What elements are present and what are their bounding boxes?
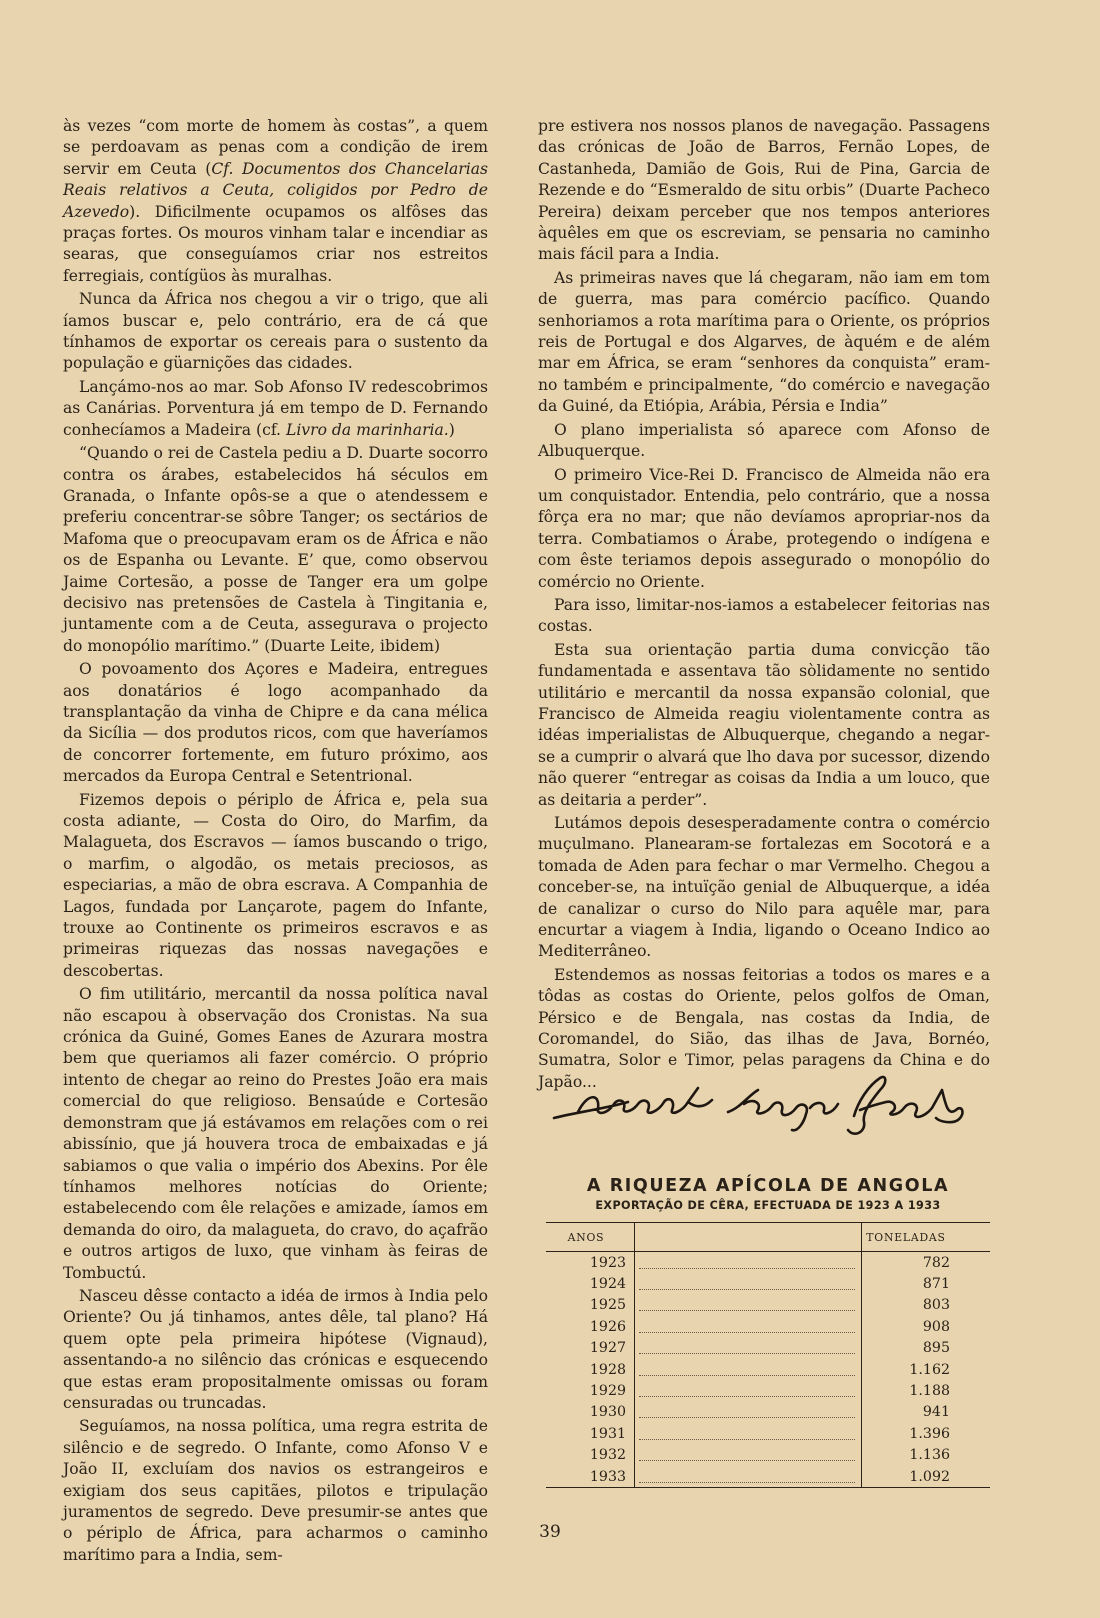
- header-blank: [635, 1223, 862, 1252]
- dot-leader-cell: [635, 1380, 862, 1401]
- year-cell: 1923: [546, 1252, 635, 1274]
- tons-cell: 895: [922, 1340, 950, 1357]
- table-title: A RIQUEZA APÍCOLA DE ANGOLA: [586, 1176, 950, 1196]
- page-number: 39: [539, 1522, 561, 1542]
- dot-leader-cell: [635, 1423, 862, 1444]
- left-column-paragraph: Nasceu dêsse contacto a idéa de irmos à India pelo Oriente? Ou já tinhamos, antes dêle, tal plano? Há quem opte pela primeira hipótese (Vignaud), assentando-a no silêncio das crónicas e esquecendo que estas eram propositalmente omissas ou foram censuradas ou truncadas.: [63, 1286, 488, 1412]
- table-row: [546, 1423, 990, 1444]
- left-column-paragraph: O fim utilitário, mercantil da nossa política naval não escapou à observação dos Cronistas. Na sua crónica da Guiné, Gomes Eanes de Azurara mostra bem que queriamos ali fazer comércio. O próprio intento de chegar ao reino do Prestes João era mais comercial do que religioso. Bensaúde e Cortesão demonstram que já estávamos em relações com o rei abissínio, que já houvera troca de embaixadas e já sabiamos o que valia o império dos Abexins. Por êle tínhamos melhores notícias do Oriente; estabelecendo com êle relações e amizade, íamos em demanda do oiro, da malagueta, do cravo, do açafrão e outros artigos de luxo, que vinham às feiras de Tombuctú.: [63, 985, 488, 1282]
- right-column-paragraph: Para isso, limitar-nos-iamos a estabelecer feitorias nas costas.: [538, 595, 990, 636]
- year-cell: 1925: [546, 1295, 635, 1316]
- left-column-paragraph: Fizemos depois o périplo de África e, pela sua costa adiante, — Costa do Oiro, do Marfim, da Malagueta, dos Escravos — íamos buscando o trigo, o marfim, o algodão, os metais preciosos, as especiarias, a mão de obra escrava. A Companhia de Lagos, fundada por Lançarote, pagem do Infante, trouxe ao Continente os primeiros escravos e as primeiras riquezas das nossas navegações e descobertas.: [63, 790, 488, 980]
- handwritten-signature: [548, 1072, 988, 1150]
- right-column-paragraph: O plano imperialista só aparece com Afonso de Albuquerque.: [538, 420, 990, 461]
- year-cell: 1932: [546, 1445, 635, 1466]
- tons-cell: 941: [922, 1404, 950, 1421]
- year-cell: 1933: [546, 1466, 635, 1488]
- header-years: ANOS: [546, 1223, 635, 1252]
- right-text-column: [538, 116, 990, 1095]
- right-column-paragraph: pre estivera nos nossos planos de navegação. Passagens das crónicas de João de Barros, Fernão Lopes, de Castanheda, Damião de Gois, Rui de Pina, Garcia de Rezende e do “Esmeraldo de situ orbis” (Duarte Pacheco Pereira) deixam perceber que nos tempos anteriores àquêles em que os escreviam, se pensaria no caminho mais fácil para a India.: [538, 117, 990, 264]
- wax-export-table: [546, 1222, 990, 1488]
- tons-cell: 871: [922, 1276, 950, 1293]
- left-column-paragraph: “Quando o rei de Castela pediu a D. Duarte socorro contra os árabes, estabelecidos há séculos em Granada, o Infante opôs-se a que o atendessem e preferiu concentrar-se sôbre Tanger; os sectários de Mafoma que o preocupavam eram os de África e não os de Espanha ou Levante. E’ que, como observou Jaime Cortesão, a posse de Tanger era um golpe decisivo nas pretensões de Castela à Tingitania e, juntamente com a de Ceuta, assegurava o projecto do monopólio marítimo.” (Duarte Leite, ibidem): [63, 444, 488, 655]
- left-column-paragraph: Nunca da África nos chegou a vir o trigo, que ali íamos buscar e, pelo contrário, era de cá que tínhamos de exportar os cereais para o sustento da população e güarnições das cidades.: [63, 290, 488, 373]
- table-header-row: [546, 1223, 990, 1252]
- dot-leader-cell: [635, 1295, 862, 1316]
- year-cell: 1929: [546, 1380, 635, 1401]
- right-column-paragraph: Estendemos as nossas feitorias a todos os mares e a tôdas as costas do Oriente, pelos golfos de Oman, Pérsico e de Bengala, nas costas da India, de Coromandel, do Sião, das ilhas de Java, Bornéo, Sumatra, Solor e Timor, pelas paragens da China e do Japão...: [538, 965, 990, 1091]
- right-column-paragraph: Lutámos depois desesperadamente contra o comércio muçulmano. Planearam-se fortalezas em Socotorá e a tomada de Aden para fechar o mar Vermelho. Chegou a conceber-se, na intuïção genial de Albuquerque, a idéa de canalizar o curso do Nilo para aquêle mar, para encurtar a viagem à India, ligando o Oceano Indico ao Mediterrâneo.: [538, 814, 990, 961]
- table-row: [546, 1402, 990, 1423]
- table-row: [546, 1252, 990, 1274]
- wax-export-table-block: [546, 1176, 990, 1488]
- left-column-paragraph: às vezes “com morte de homem às costas”, a quem se perdoavam as penas com a condição de irem servir em Ceuta (Cf. Documentos dos Chancelarias Reais relativos a Ceuta, coligidos por Pedro de Azevedo). Dificilmente ocupamos os alfôses das praças fortes. Os mouros vinham talar e incendiar as searas, que conseguíamos criar nos estreitos ferregiais, contígüos às muralhas.: [63, 117, 489, 285]
- year-cell: 1926: [546, 1316, 635, 1337]
- year-cell: 1924: [546, 1273, 635, 1294]
- left-text-column: [63, 116, 488, 1568]
- tons-cell: 1.092: [909, 1468, 950, 1485]
- table-subtitle: EXPORTAÇÃO DE CÊRA, EFECTUADA DE 1923 A 1933: [595, 1199, 941, 1212]
- dot-leader-cell: [635, 1316, 862, 1337]
- table-row: [546, 1445, 990, 1466]
- table-row: [546, 1359, 990, 1380]
- left-column-paragraph: Seguíamos, na nossa política, uma regra estrita de silêncio e de segredo. O Infante, como Afonso V e João II, excluíam dos navios os estrangeiros e exigiam dos seus capitães, pilotos e tripulação juramentos de segredo. Deve presumir-se antes que o périplo de África, para acharmos o caminho marítimo para a India, sem-: [63, 1417, 488, 1564]
- table-row: [546, 1338, 990, 1359]
- italic-citation: Cf. Documentos dos Chancelarias Reais relativos a Ceuta, coligidos por Pedro de Azevedo: [63, 159, 489, 221]
- table-row: [546, 1273, 990, 1294]
- right-column-paragraph: O primeiro Vice-Rei D. Francisco de Almeida não era um conquistador. Entendia, pelo contrário, que a nossa fôrça era no mar; que não devíamos apropriar-nos da terra. Combatiamos o Árabe, protegendo o indígena e com êste teriamos depois assegurado o monopólio do comércio no Oriente.: [538, 465, 990, 591]
- left-column-paragraph: O povoamento dos Açores e Madeira, entregues aos donatários é logo acompanhado da transplantação da vinha de Chipre e da cana mélica da Sicília — dos produtos ricos, com que haveríamos de concorrer fortemente, em futuro próximo, aos mercados da Europa Central e Setentrional.: [63, 660, 488, 786]
- dot-leader-cell: [635, 1273, 862, 1294]
- dot-leader-cell: [635, 1252, 862, 1274]
- tons-cell: 1.396: [909, 1425, 950, 1442]
- dot-leader-cell: [635, 1466, 862, 1488]
- dot-leader-cell: [635, 1445, 862, 1466]
- header-tons: TONELADAS: [862, 1223, 991, 1252]
- year-cell: 1927: [546, 1338, 635, 1359]
- tons-cell: 1.188: [909, 1383, 950, 1400]
- tons-cell: 803: [922, 1297, 950, 1314]
- right-column-paragraph: As primeiras naves que lá chegaram, não iam em tom de guerra, mas para comércio pacífico. Quando senhoriamos a rota marítima para o Oriente, os próprios reis de Portugal e dos Algarves, de àquém e de além mar em África, se eram “senhores da conquista” eram-no também e principalmente, “do comércio e navegação da Guiné, da Etiópia, Arábia, Pérsia e India”: [538, 268, 990, 416]
- dot-leader-cell: [635, 1359, 862, 1380]
- tons-cell: 908: [922, 1318, 950, 1335]
- year-cell: 1931: [546, 1423, 635, 1444]
- table-row: [546, 1380, 990, 1401]
- tons-cell: 1.136: [909, 1447, 950, 1464]
- year-cell: 1930: [546, 1402, 635, 1423]
- table-row: [546, 1466, 990, 1488]
- tons-cell: 1.162: [909, 1361, 950, 1378]
- dot-leader-cell: [635, 1402, 862, 1423]
- dot-leader-cell: [635, 1338, 862, 1359]
- table-row: [546, 1316, 990, 1337]
- right-column-paragraph: Esta sua orientação partia duma convicção tão fundamentada e assentava tão sòlidamente no sentido utilitário e mercantil da nossa expansão colonial, que Francisco de Almeida reagiu violentamente contra as idéas imperialistas de Albuquerque, chegando a negar-se a cumprir o alvará que lho dava por sucessor, dizendo não querer “entregar as coisas da India a um louco, que as deitaria a perder”.: [538, 640, 990, 809]
- left-column-paragraph: Lançámo-nos ao mar. Sob Afonso IV redescobrimos as Canárias. Porventura já em tempo de D. Fernando conhecíamos a Madeira (cf. Livro da marinharia.): [63, 377, 488, 439]
- table-row: [546, 1295, 990, 1316]
- italic-citation: Livro da marinharia.: [285, 420, 449, 439]
- tons-cell: 782: [922, 1254, 950, 1271]
- year-cell: 1928: [546, 1359, 635, 1380]
